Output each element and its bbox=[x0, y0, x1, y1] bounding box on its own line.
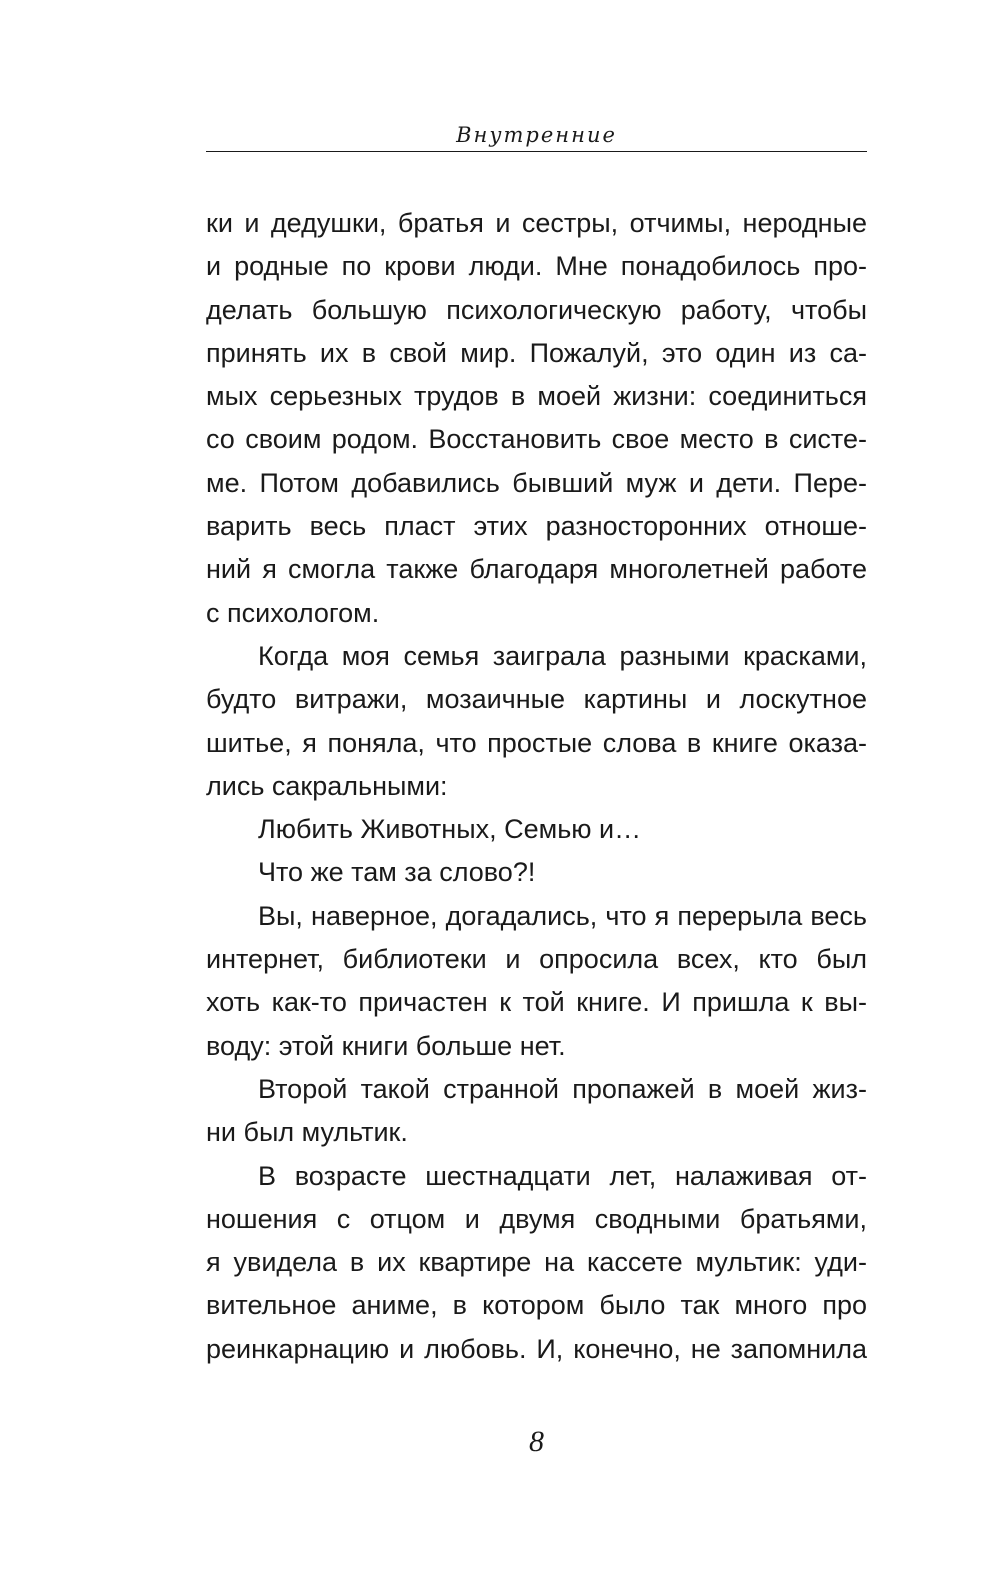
text-line: интернет, библиотеки и опросила всех, кто был bbox=[206, 944, 867, 975]
text-line: принять их в свой мир. Пожалуй, это один из са- bbox=[206, 337, 867, 368]
text-line: воду: этой книги больше нет. bbox=[206, 1030, 566, 1061]
text-line: В возрасте шестнадцати лет, налаживая от- bbox=[258, 1160, 867, 1191]
text-line: ний я смогла также благодаря многолетней работе bbox=[206, 554, 867, 585]
text-line: вительное аниме, в котором было так много про bbox=[206, 1290, 867, 1321]
text-line: шитье, я поняла, что простые слова в книге оказа- bbox=[206, 727, 867, 758]
text-line: хоть как-то причастен к той книге. И пришла к вы- bbox=[206, 987, 867, 1018]
text-line: и родные по крови люди. Мне понадобилось про- bbox=[206, 251, 867, 282]
page-number: 8 bbox=[529, 1425, 544, 1458]
text-line: ношения с отцом и двумя сводными братьями, bbox=[206, 1203, 867, 1234]
text-line: мых серьезных трудов в моей жизни: соединиться bbox=[206, 381, 867, 412]
body-text bbox=[206, 202, 867, 1371]
text-line: делать большую психологическую работу, чтобы bbox=[206, 294, 867, 325]
text-line: ни был мультик. bbox=[206, 1117, 408, 1148]
header-rule bbox=[206, 151, 867, 152]
running-head-title: Внутренние bbox=[456, 123, 617, 147]
text-line: Вы, наверное, догадались, что я перерыла весь bbox=[258, 900, 867, 931]
text-line: ки и дедушки, братья и сестры, отчимы, неродные bbox=[206, 208, 867, 238]
text-line: Когда моя семья заиграла разными красками, bbox=[258, 640, 867, 671]
text-line: Любить Животных, Семью и… bbox=[258, 814, 642, 845]
text-line: ме. Потом добавились бывший муж и дети. Пере- bbox=[206, 467, 867, 498]
text-line: с психологом. bbox=[206, 597, 380, 628]
text-line: Что же там за слово?! bbox=[258, 857, 536, 888]
text-line: варить весь пласт этих разносторонних отноше- bbox=[206, 511, 867, 542]
text-line: будто витражи, мозаичные картины и лоскутное bbox=[206, 684, 867, 715]
text-line: Второй такой странной пропажей в моей жиз- bbox=[258, 1073, 867, 1104]
text-line: я увидела в их квартире на кассете мультик: уди- bbox=[206, 1247, 867, 1278]
text-line: со своим родом. Восстановить свое место в систе- bbox=[206, 424, 867, 455]
text-line: реинкарнацию и любовь. И, конечно, не запомнила bbox=[206, 1333, 867, 1364]
text-line: лись сакральными: bbox=[206, 770, 448, 801]
